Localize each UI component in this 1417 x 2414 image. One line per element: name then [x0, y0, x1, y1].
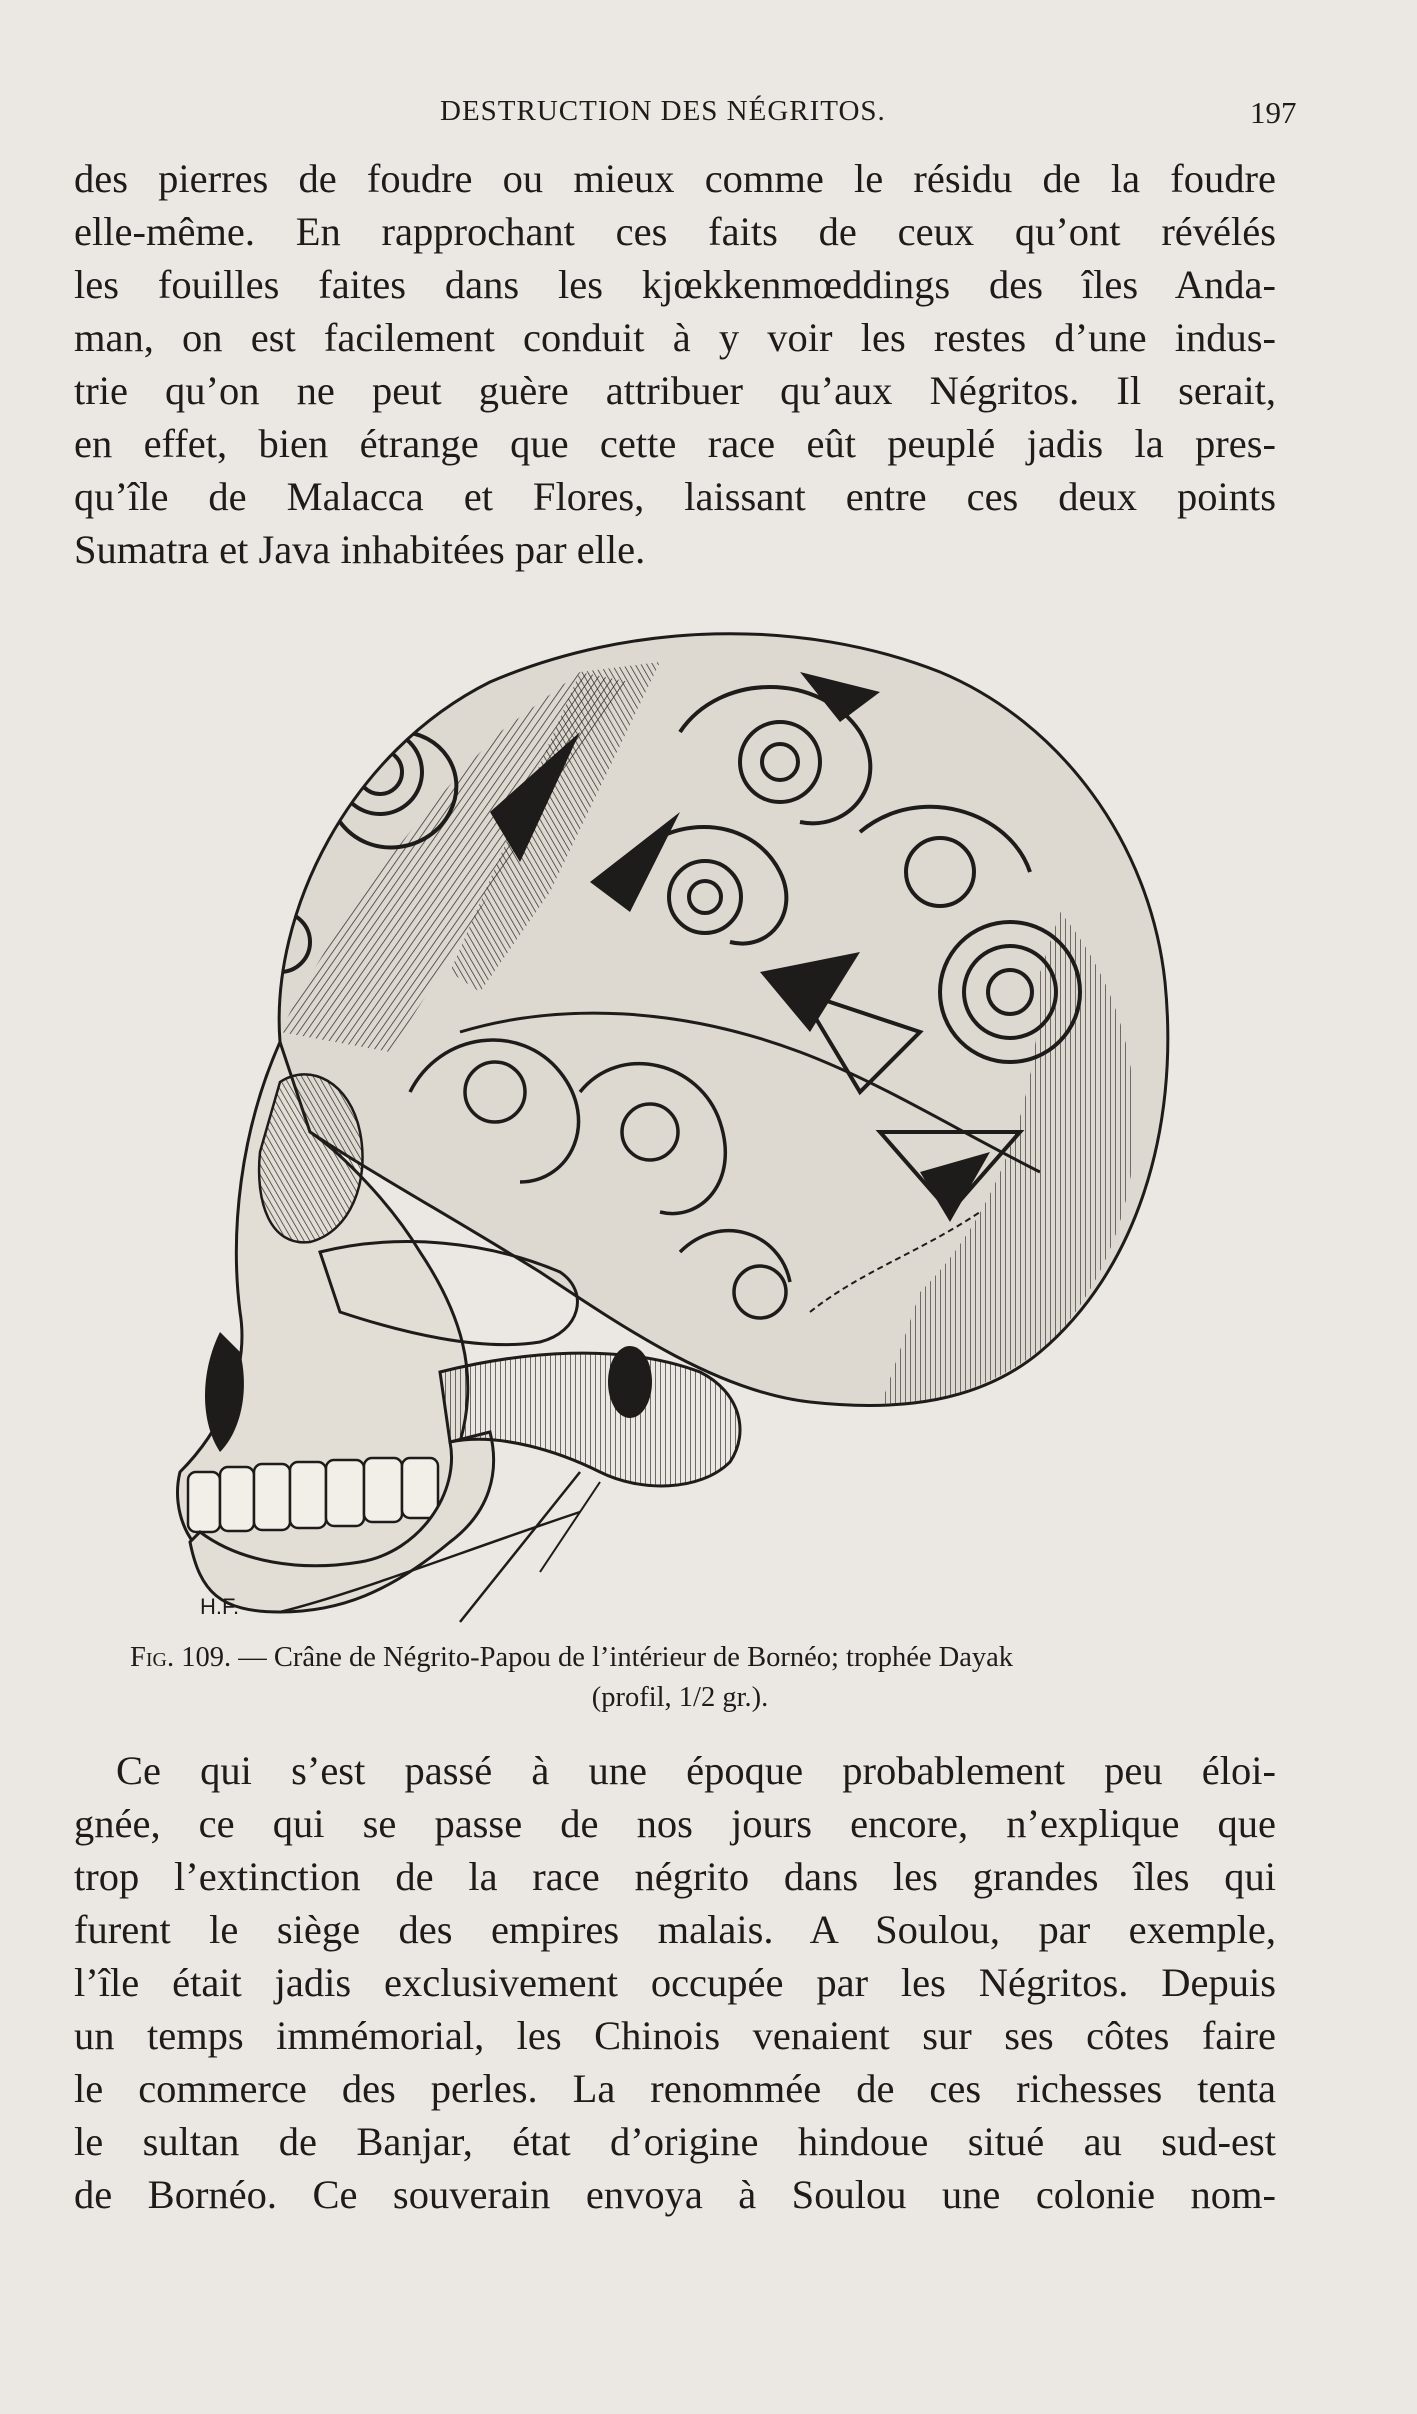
- text-line: furent le siège des empires malais. A Soulou, par exemple,: [74, 1907, 1276, 1952]
- caption-text: — Crâne de Négrito-Papou de l’intérieur de Bornéo; trophée Dayak: [231, 1642, 1013, 1673]
- text-line: le sultan de Banjar, état d’origine hindoue situé au sud-est: [74, 2119, 1276, 2164]
- text-line: Sumatra et Java inhabitées par elle.: [74, 527, 646, 572]
- text-line: des pierres de foudre ou mieux comme le résidu de la foudre: [74, 156, 1276, 201]
- text-line: qu’île de Malacca et Flores, laissant entre ces deux points: [74, 474, 1276, 519]
- text-line: en effet, bien étrange que cette race eût peuplé jadis la pres-: [74, 421, 1276, 466]
- text-line: les fouilles faites dans les kjœkkenmœddings des îles Anda-: [74, 262, 1276, 307]
- text-line: trop l’extinction de la race négrito dans les grandes îles qui: [74, 1854, 1276, 1899]
- paragraph-top: [74, 152, 1276, 576]
- text-line: trie qu’on ne peut guère attribuer qu’aux Négritos. Il serait,: [74, 368, 1276, 413]
- caption-label: Fig. 109.: [130, 1642, 232, 1673]
- figure-caption: [130, 1638, 1230, 1718]
- text-line: le commerce des perles. La renommée de ces richesses tenta: [74, 2066, 1276, 2111]
- caption-line-1: [130, 1638, 1230, 1678]
- paragraph-bottom: [74, 1744, 1276, 2221]
- running-head: [0, 95, 1417, 135]
- text-line: elle-même. En rapprochant ces faits de ceux qu’ont révélés: [74, 209, 1276, 254]
- text-line: man, on est facilement conduit à y voir les restes d’une indus-: [74, 315, 1276, 360]
- caption-line-2: (profil, 1/2 gr.).: [591, 1682, 769, 1713]
- text-line: Ce qui s’est passé à une époque probablement peu éloi-: [116, 1748, 1276, 1793]
- running-title: DESTRUCTION DES NÉGRITOS.: [440, 95, 886, 127]
- page-number: 197: [1250, 95, 1297, 130]
- engraver-signature: H.F.: [200, 1594, 240, 1619]
- text-line: l’île était jadis exclusivement occupée par les Négritos. Depuis: [74, 1960, 1276, 2005]
- text-line: un temps immémorial, les Chinois venaient sur ses côtes faire: [74, 2013, 1276, 2058]
- skull-engraving: [160, 612, 1200, 1632]
- skull-figure: [160, 612, 1200, 1632]
- text-line: gnée, ce qui se passe de nos jours encore, n’explique que: [74, 1801, 1276, 1846]
- text-line: de Bornéo. Ce souverain envoya à Soulou une colonie nom-: [74, 2172, 1276, 2217]
